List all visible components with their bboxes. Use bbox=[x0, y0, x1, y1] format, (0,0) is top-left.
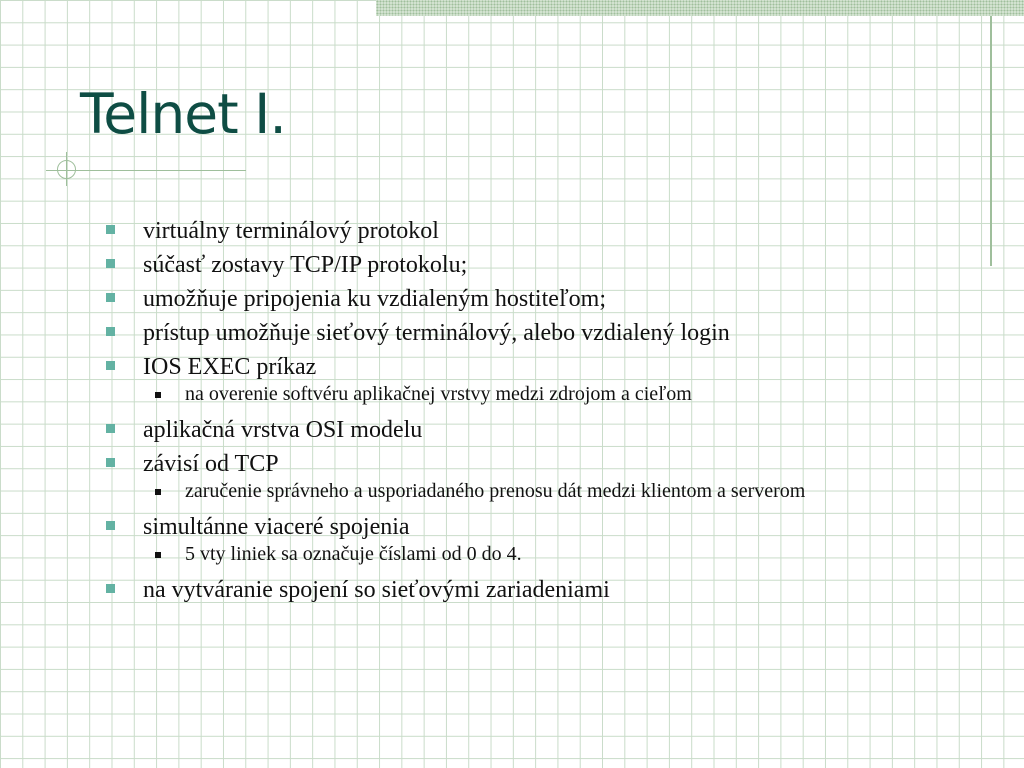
decorative-top-band bbox=[376, 0, 1024, 16]
square-bullet-icon bbox=[106, 458, 115, 467]
slide-title: Telnet I. bbox=[80, 82, 286, 146]
bullet-item bbox=[100, 510, 960, 544]
bullet-text: na vytváranie spojení so sieťovými zariadeniami bbox=[143, 577, 610, 603]
bullet-text: prístup umožňuje sieťový terminálový, alebo vzdialený login bbox=[143, 320, 730, 346]
square-bullet-icon bbox=[106, 327, 115, 336]
square-bullet-icon bbox=[106, 521, 115, 530]
square-bullet-icon bbox=[106, 361, 115, 370]
decorative-right-line bbox=[990, 16, 992, 266]
square-bullet-icon bbox=[106, 259, 115, 268]
square-bullet-icon bbox=[106, 225, 115, 234]
bullet-text: virtuálny terminálový protokol bbox=[143, 218, 439, 244]
sub-bullet-item bbox=[100, 542, 960, 566]
bullet-item bbox=[100, 282, 960, 316]
bullet-item bbox=[100, 573, 960, 607]
sub-bullet-item bbox=[100, 382, 960, 406]
square-bullet-icon bbox=[106, 293, 115, 302]
bullet-item bbox=[100, 316, 960, 350]
bullet-text: aplikačná vrstva OSI modelu bbox=[143, 417, 423, 443]
bullet-item bbox=[100, 248, 960, 282]
square-bullet-icon bbox=[106, 584, 115, 593]
small-square-bullet-icon bbox=[155, 489, 161, 495]
sub-bullet-text: 5 vty liniek sa označuje číslami od 0 do 4. bbox=[185, 543, 522, 565]
title-underline bbox=[46, 170, 246, 171]
bullet-text: IOS EXEC príkaz bbox=[143, 354, 317, 380]
bullet-item bbox=[100, 447, 960, 481]
sub-bullet-text: zaručenie správneho a usporiadaného prenosu dát medzi klientom a serverom bbox=[185, 480, 806, 502]
square-bullet-icon bbox=[106, 424, 115, 433]
bullet-text: simultánne viaceré spojenia bbox=[143, 514, 410, 540]
bullet-list bbox=[100, 214, 960, 607]
bullet-item bbox=[100, 413, 960, 447]
crosshair-circle-icon bbox=[57, 160, 76, 179]
bullet-item bbox=[100, 214, 960, 248]
bullet-item bbox=[100, 350, 960, 384]
bullet-text: závisí od TCP bbox=[143, 451, 279, 477]
bullet-text: súčasť zostavy TCP/IP protokolu; bbox=[143, 252, 468, 278]
bullet-text: umožňuje pripojenia ku vzdialeným hostiteľom; bbox=[143, 286, 606, 312]
small-square-bullet-icon bbox=[155, 392, 161, 398]
small-square-bullet-icon bbox=[155, 552, 161, 558]
sub-bullet-text: na overenie softvéru aplikačnej vrstvy medzi zdrojom a cieľom bbox=[185, 383, 692, 405]
sub-bullet-item bbox=[100, 479, 960, 503]
